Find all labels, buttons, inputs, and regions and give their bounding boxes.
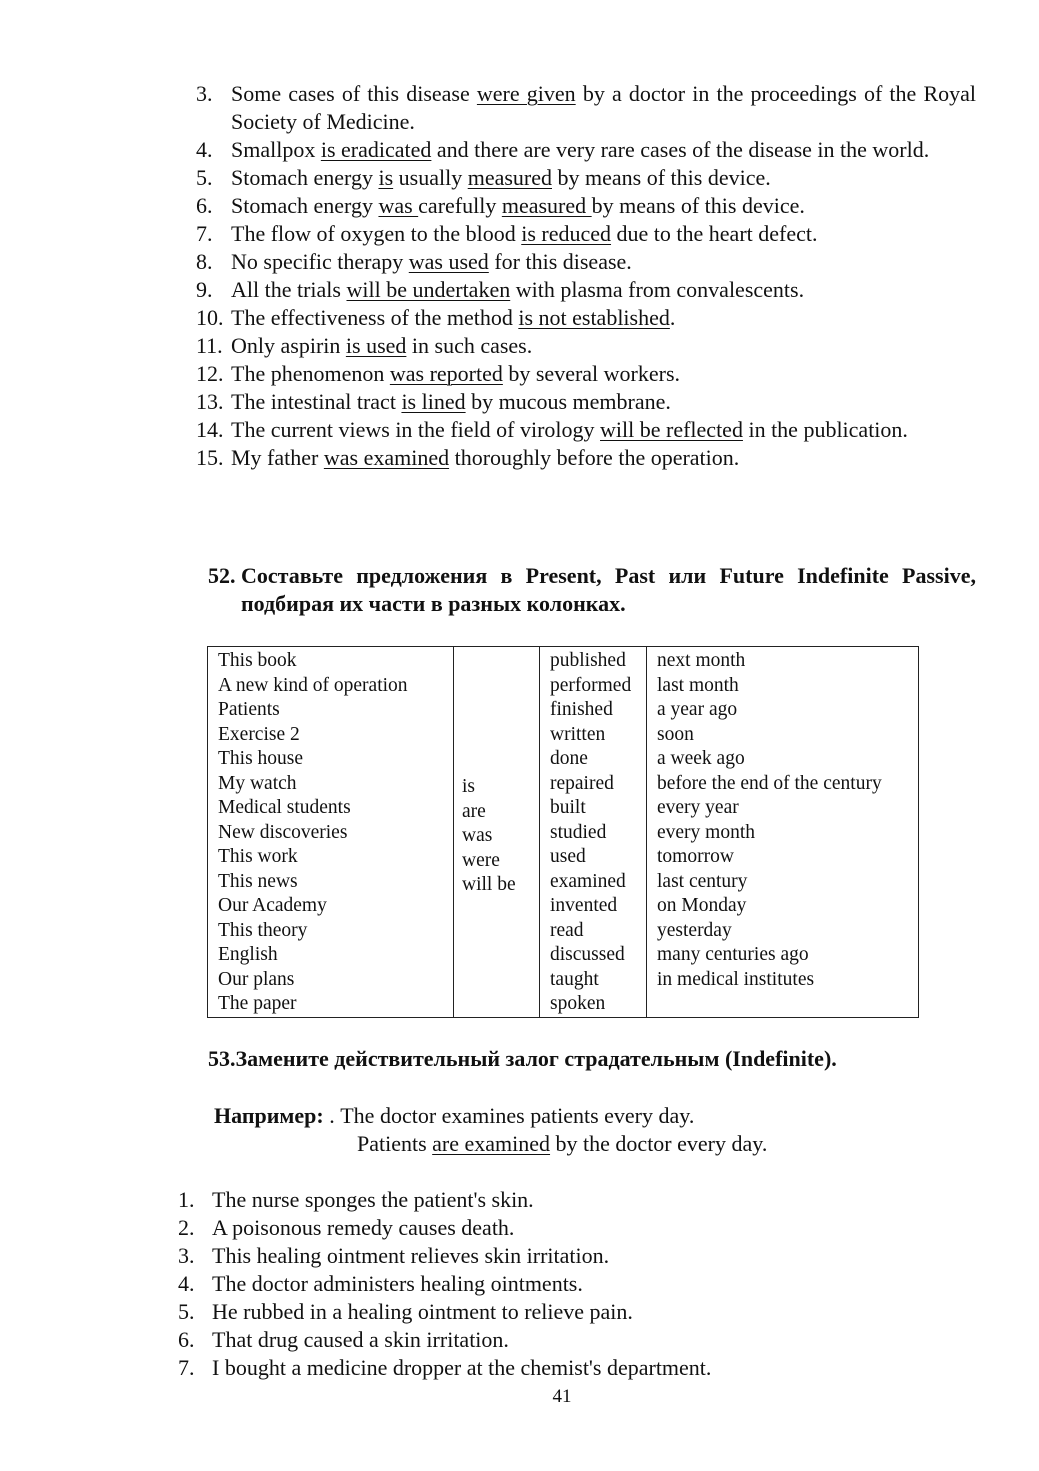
- subject-cell: This theory: [218, 919, 308, 941]
- item-text-post: due to the heart defect.: [611, 221, 818, 246]
- item-number: 1.: [178, 1187, 195, 1212]
- participle-cell: examined: [550, 870, 626, 892]
- time-cell: every month: [657, 821, 756, 843]
- item-text-post: with plasma from convalescents.: [510, 277, 805, 302]
- time-cell: last month: [657, 674, 739, 696]
- item-number: 9.: [196, 277, 213, 302]
- list-item: [196, 248, 976, 276]
- time-cell: a week ago: [657, 748, 745, 769]
- time-cell: next month: [657, 650, 746, 671]
- exercise-52-number: 52.: [208, 563, 236, 588]
- item-number: 15.: [196, 445, 224, 470]
- item-underlined-verb: is used: [345, 333, 407, 358]
- participle-cell: repaired: [550, 772, 614, 794]
- sentence-parts-table: [207, 646, 919, 1018]
- item-text: The nurse sponges the patient's skin.: [212, 1187, 534, 1212]
- subject-cell: This book: [218, 650, 297, 671]
- item-text-mid: carefully: [418, 193, 502, 218]
- item-number: 8.: [196, 249, 213, 274]
- item-number: 12.: [196, 361, 224, 386]
- verb-cell: is: [462, 776, 476, 797]
- item-underlined-verb-2: measured: [467, 165, 552, 190]
- list-item: [196, 388, 976, 416]
- item-number: 5.: [196, 165, 213, 190]
- item-text: [231, 276, 976, 304]
- list-item: [178, 1186, 978, 1214]
- subject-cell: Our Academy: [218, 895, 327, 916]
- verb-cell: are: [462, 800, 486, 822]
- list-item: [178, 1298, 978, 1326]
- verbs-column: [454, 647, 540, 1018]
- participle-cell: built: [550, 797, 586, 818]
- item-text-pre: All the trials: [231, 277, 347, 302]
- item-text-pre: Stomach energy: [231, 165, 379, 190]
- time-cell: on Monday: [657, 895, 747, 916]
- participle-cell: spoken: [550, 993, 606, 1014]
- item-number: 11.: [196, 333, 223, 358]
- subject-cell: This news: [218, 870, 298, 892]
- list-item: [196, 276, 976, 304]
- item-underlined-verb: is reduced: [521, 221, 612, 246]
- verb-cell: was: [462, 825, 493, 846]
- item-underlined-verb: is: [378, 165, 394, 190]
- item-text: That drug caused a skin irritation.: [212, 1327, 509, 1352]
- item-number: 3.: [178, 1243, 195, 1268]
- item-text: [231, 248, 976, 276]
- exercise-52-title: Составьте предложения в Present, Past или Future Indefinite Passive, подбирая их части в разных колонках.: [241, 563, 976, 616]
- participle-cell: written: [550, 723, 606, 745]
- time-cell: before the end of the century: [657, 772, 882, 794]
- item-text-mid: usually: [393, 165, 468, 190]
- item-underlined-verb: will be reflected: [600, 417, 743, 442]
- item-number: 7.: [178, 1355, 195, 1380]
- list-item: [178, 1242, 978, 1270]
- item-underlined-verb: is eradicated: [320, 137, 432, 162]
- item-text: [231, 332, 976, 360]
- subject-cell: English: [218, 944, 278, 965]
- item-text: He rubbed in a healing ointment to relieve pain.: [212, 1299, 633, 1324]
- subject-cell: A new kind of operation: [218, 674, 408, 696]
- item-number: 2.: [178, 1215, 195, 1240]
- example-line-1: [214, 1102, 694, 1130]
- item-underlined-verb: is lined: [401, 389, 466, 414]
- item-number: 6.: [196, 193, 213, 218]
- item-text-post: by means of this device.: [552, 165, 771, 190]
- page-number: 41: [552, 1386, 572, 1407]
- time-cell: a year ago: [657, 699, 738, 720]
- exercise-52-heading: [208, 562, 976, 618]
- example-passive-pre: Patients: [357, 1131, 433, 1156]
- list-item: [178, 1214, 978, 1242]
- item-number: 10.: [196, 305, 224, 330]
- list-item: [196, 416, 976, 444]
- item-text-post: by means of this device.: [591, 193, 805, 218]
- item-text: [231, 304, 976, 332]
- item-text: The doctor administers healing ointments.: [212, 1271, 583, 1296]
- item-text-post: by a doctor in the proceedings of the Royal Society of Medicine.: [231, 81, 977, 134]
- item-text-post: thoroughly before the operation.: [449, 445, 740, 470]
- verb-cell: were: [462, 849, 500, 871]
- participle-cell: studied: [550, 821, 607, 843]
- subject-cell: My watch: [218, 772, 297, 794]
- subject-cell: Patients: [218, 699, 280, 720]
- list-item: [196, 80, 976, 136]
- time-cell: tomorrow: [657, 846, 734, 867]
- item-text-pre: The flow of oxygen to the blood: [231, 221, 522, 246]
- item-text-pre: Smallpox: [231, 137, 321, 162]
- list-item: [196, 192, 976, 220]
- item-text-post: .: [669, 305, 676, 330]
- item-underlined-verb: is not established: [518, 305, 670, 330]
- list-item: [178, 1354, 978, 1382]
- list-item: [196, 304, 976, 332]
- subjects-column: [208, 647, 454, 1018]
- item-text: [231, 136, 976, 164]
- item-text: [231, 192, 976, 220]
- item-text-post: in such cases.: [406, 333, 533, 358]
- item-underlined-verb: was: [378, 193, 419, 218]
- item-text: [231, 444, 976, 472]
- item-text-pre: The intestinal tract: [231, 389, 402, 414]
- item-text-pre: The current views in the field of virology: [231, 417, 601, 442]
- subject-cell: Medical students: [218, 797, 351, 818]
- example-label: Например:: [214, 1103, 324, 1128]
- subject-cell: This work: [218, 846, 298, 867]
- participle-cell: performed: [550, 674, 632, 696]
- participle-cell: done: [550, 748, 588, 769]
- item-text-pre: The effectiveness of the method: [231, 305, 519, 330]
- item-text-post: for this disease.: [488, 249, 632, 274]
- participle-cell: read: [550, 919, 584, 941]
- item-text-pre: No specific therapy: [231, 249, 409, 274]
- item-text-post: in the publication.: [742, 417, 908, 442]
- item-text: [231, 388, 976, 416]
- item-text: [231, 80, 976, 136]
- time-cell: every year: [657, 797, 739, 818]
- item-number: 3.: [196, 81, 213, 106]
- time-cell: soon: [657, 723, 694, 745]
- example-active-sentence: . The doctor examines patients every day.: [323, 1103, 695, 1128]
- list-item: [196, 444, 976, 472]
- participle-cell: invented: [550, 895, 618, 916]
- item-underlined-verb: was used: [408, 249, 489, 274]
- list-item: [178, 1326, 978, 1354]
- time-cell: many centuries ago: [657, 944, 809, 965]
- list-item: [196, 164, 976, 192]
- subject-cell: Our plans: [218, 968, 295, 990]
- item-number: 13.: [196, 389, 224, 414]
- list-item: [196, 332, 976, 360]
- item-text: [231, 360, 976, 388]
- subject-cell: The paper: [218, 993, 297, 1014]
- item-underlined-verb: was reported: [389, 361, 503, 386]
- item-text-pre: Only aspirin: [231, 333, 346, 358]
- item-text: I bought a medicine dropper at the chemist's department.: [212, 1355, 712, 1380]
- item-text: [231, 416, 976, 444]
- list-item: [196, 220, 976, 248]
- item-number: 6.: [178, 1327, 195, 1352]
- item-text-pre: Stomach energy: [231, 193, 379, 218]
- item-text-pre: Some cases of this disease: [231, 81, 477, 106]
- item-text-post: by mucous membrane.: [465, 389, 671, 414]
- list-item: [196, 136, 976, 164]
- exercise-51-list: [196, 80, 976, 472]
- item-number: 7.: [196, 221, 213, 246]
- item-number: 4.: [178, 1271, 195, 1296]
- item-underlined-verb-2: measured: [501, 193, 592, 218]
- item-text-post: and there are very rare cases of the disease in the world.: [431, 137, 930, 162]
- item-number: 14.: [196, 417, 224, 442]
- item-text-pre: My father: [231, 445, 324, 470]
- item-text-pre: The phenomenon: [231, 361, 390, 386]
- list-item: [196, 360, 976, 388]
- item-text: A poisonous remedy causes death.: [212, 1215, 515, 1240]
- participles-column: [540, 647, 647, 1018]
- exercise-53-list: [178, 1186, 978, 1382]
- time-cell: last century: [657, 870, 748, 892]
- exercise-53-heading: 53.Замените действительный залог страдательным (Indefinite).: [208, 1046, 837, 1071]
- item-text: [231, 164, 976, 192]
- verb-cell: will be: [462, 874, 516, 895]
- times-column: [647, 647, 919, 1018]
- subject-cell: New discoveries: [218, 821, 348, 843]
- example-passive-verb: are examined: [432, 1131, 551, 1156]
- example-passive-post: by the doctor every day.: [550, 1131, 768, 1156]
- participle-cell: taught: [550, 968, 599, 990]
- item-underlined-verb: were given: [476, 81, 576, 106]
- participle-cell: finished: [550, 699, 613, 720]
- item-text-post: by several workers.: [502, 361, 681, 386]
- item-text: This healing ointment relieves skin irritation.: [212, 1243, 610, 1268]
- example-line-2: [357, 1130, 767, 1158]
- item-underlined-verb: was examined: [323, 445, 450, 470]
- subject-cell: This house: [218, 748, 304, 769]
- time-cell: yesterday: [657, 919, 732, 941]
- participle-cell: used: [550, 846, 586, 867]
- item-underlined-verb: will be undertaken: [346, 277, 511, 302]
- participle-cell: published: [550, 650, 626, 671]
- item-number: 5.: [178, 1299, 195, 1324]
- time-cell: in medical institutes: [657, 968, 815, 990]
- item-text: [231, 220, 976, 248]
- list-item: [178, 1270, 978, 1298]
- subject-cell: Exercise 2: [218, 723, 300, 745]
- participle-cell: discussed: [550, 944, 625, 965]
- item-number: 4.: [196, 137, 213, 162]
